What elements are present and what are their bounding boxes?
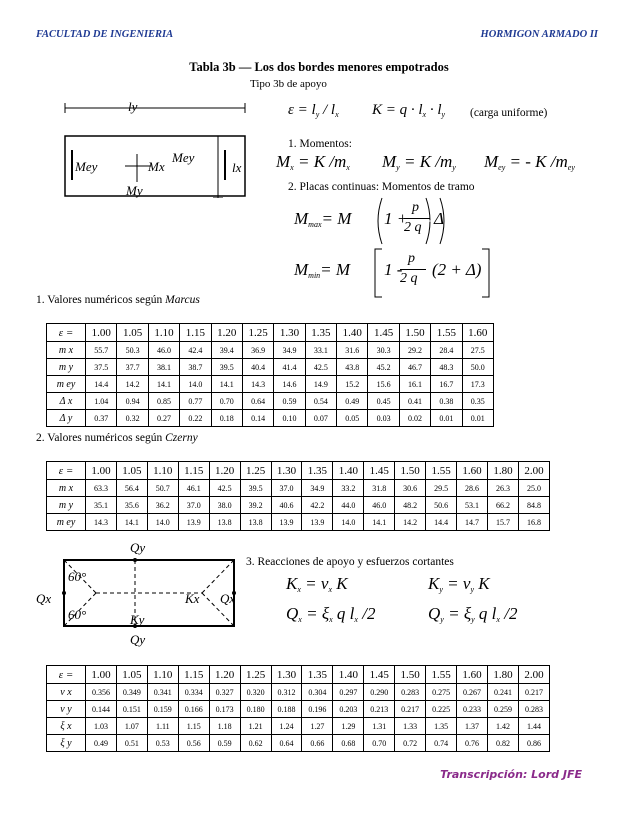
row-label-cell: m y [47,359,86,376]
deg-top-label: 60° [68,569,87,584]
value-cell: 0.85 [148,393,179,410]
value-cell: 27.5 [462,342,494,359]
value-cell: 0.159 [147,701,178,718]
value-cell: 44.0 [333,497,364,514]
value-cell: 1.07 [116,718,147,735]
value-cell: 53.1 [457,497,488,514]
table-header-row [47,324,494,342]
value-cell: 37.0 [271,480,302,497]
value-cell: 16.8 [518,514,549,531]
plate-diagram [55,98,265,208]
czerny-table [46,461,550,531]
header-cell: 1.40 [333,462,364,480]
value-cell: 0.144 [86,701,117,718]
header-cell: 1.05 [116,666,147,684]
value-cell: 0.166 [178,701,209,718]
value-cell: 0.259 [487,701,518,718]
value-cell: 1.29 [333,718,364,735]
diag-line-tr [202,560,234,593]
value-cell: 1.18 [209,718,240,735]
value-cell: 0.14 [242,410,273,427]
header-cell: 1.40 [333,666,364,684]
value-cell: 0.341 [147,684,178,701]
value-cell: 46.1 [178,480,209,497]
value-cell: 55.7 [86,342,117,359]
value-cell: 14.9 [305,376,336,393]
value-cell: 84.8 [518,497,549,514]
value-cell: 63.3 [86,480,117,497]
header-cell: 1.35 [302,666,333,684]
kx-label: Kx [185,591,200,606]
header-cell: 1.45 [364,462,395,480]
value-cell: 0.05 [337,410,368,427]
page-title: Tabla 3b — Los dos bordes menores empotrados [189,60,449,74]
deg-bottom-label: 60° [68,607,87,622]
mmax-one-plus: 1 + [384,209,409,228]
load-label: (carga uniforme) [470,107,548,119]
header-cell: 1.00 [86,324,117,342]
value-cell: 16.1 [399,376,430,393]
value-cell: 50.7 [147,480,178,497]
mmax-formula: $M_{max}= M$ [294,209,352,229]
row-label-cell: m ey [47,514,86,531]
value-cell: 1.42 [487,718,518,735]
header-cell: 1.15 [178,666,209,684]
qx-left-label: Qx [36,591,52,606]
mmax-delta: Δ [434,209,444,228]
header-cell: 1.55 [431,324,462,342]
header-cell: 1.60 [457,462,488,480]
table-header-row [47,462,550,480]
value-cell: 43.8 [337,359,368,376]
value-cell: 42.5 [305,359,336,376]
value-cell: 0.64 [271,735,302,752]
value-cell: 17.3 [462,376,494,393]
table-row [47,342,494,359]
table-row [47,393,494,410]
header-cell: 1.35 [302,462,333,480]
value-cell: 1.04 [86,393,117,410]
header-cell: 1.05 [116,462,147,480]
mmin-two-plus-delta: (2 + Δ) [432,260,482,279]
value-cell: 40.6 [271,497,302,514]
value-cell: 1.03 [86,718,117,735]
section3-label: 3. Reacciones de apoyo y esfuerzos cortantes [246,556,454,568]
value-cell: 0.86 [518,735,549,752]
value-cell: 38.1 [148,359,179,376]
value-cell: 36.2 [147,497,178,514]
value-cell: 0.74 [426,735,457,752]
header-cell: 1.35 [305,324,336,342]
table-row [47,701,550,718]
mey-formula: $M_{ey}$ = - K $/m_{ey}$ [484,152,575,172]
value-cell: 14.0 [147,514,178,531]
header-right: HORMIGON ARMADO II [480,29,598,40]
value-cell: 0.59 [209,735,240,752]
value-cell: 34.9 [302,480,333,497]
row-label-cell: m x [47,342,86,359]
value-cell: 0.62 [240,735,271,752]
value-cell: 31.6 [337,342,368,359]
mmin-one-minus: 1 - [384,260,403,279]
value-cell: 0.01 [462,410,494,427]
mmax-frac-bar [404,218,430,219]
value-cell: 50.6 [426,497,457,514]
value-cell: 0.213 [364,701,395,718]
row-label-cell: v x [47,684,86,701]
header-cell: 1.40 [337,324,368,342]
value-cell: 0.283 [518,701,549,718]
value-cell: 0.51 [116,735,147,752]
header-cell: 1.25 [240,666,271,684]
value-cell: 0.54 [305,393,336,410]
value-cell: 42.5 [209,480,240,497]
value-cell: 0.64 [242,393,273,410]
value-cell: 1.21 [240,718,271,735]
value-cell: 39.2 [240,497,271,514]
header-cell: 2.00 [518,462,549,480]
value-cell: 0.35 [462,393,494,410]
header-cell: 1.10 [148,324,179,342]
value-cell: 33.1 [305,342,336,359]
value-cell: 28.6 [457,480,488,497]
table-row [47,410,494,427]
value-cell: 0.188 [271,701,302,718]
value-cell: 0.290 [364,684,395,701]
value-cell: 50.0 [462,359,494,376]
value-cell: 0.70 [364,735,395,752]
value-cell: 14.4 [426,514,457,531]
qy-formula: $Q_y = \xi_y$ q $l_x$ /2 [428,604,518,624]
value-cell: 34.9 [274,342,305,359]
mmax-right-paren [434,196,450,246]
value-cell: 0.241 [487,684,518,701]
value-cell: 0.203 [333,701,364,718]
page-subtitle: Tipo 3b de apoyo [250,78,327,90]
header-cell: 1.45 [368,324,399,342]
value-cell: 0.70 [211,393,242,410]
header-cell: 1.55 [426,666,457,684]
value-cell: 0.225 [426,701,457,718]
header-cell: 1.50 [399,324,430,342]
row-label-cell: ξ x [47,718,86,735]
mmin-p: p [408,251,415,266]
value-cell: 42.4 [180,342,211,359]
header-label-cell: ε = [47,666,86,684]
value-cell: 14.0 [333,514,364,531]
plates-label: 2. Placas continuas: Momentos de tramo [288,181,475,193]
qy-bottom-label: Qy [130,632,146,647]
value-cell: 0.07 [305,410,336,427]
value-cell: 15.2 [337,376,368,393]
header-cell: 1.05 [117,324,148,342]
header-cell: 1.50 [395,666,426,684]
value-cell: 13.9 [178,514,209,531]
header-cell: 1.50 [395,462,426,480]
section2-label: 2. Valores numéricos según Czerny [36,432,198,444]
mmin-2q: 2 q [400,271,418,286]
my-formula: $M_y = K$ $/m_y$ [382,152,456,172]
value-cell: 33.2 [333,480,364,497]
mx-label: Mx [148,159,165,174]
header-label-cell: ε = [47,324,86,342]
header-cell: 1.20 [209,666,240,684]
value-cell: 0.196 [302,701,333,718]
header-cell: 1.30 [271,666,302,684]
table-header-row [47,666,550,684]
value-cell: 42.2 [302,497,333,514]
value-cell: 14.7 [457,514,488,531]
header-cell: 1.10 [147,666,178,684]
value-cell: 30.6 [395,480,426,497]
marcus-table [46,323,494,427]
value-cell: 0.49 [337,393,368,410]
row-label-cell: m x [47,480,86,497]
value-cell: 0.297 [333,684,364,701]
value-cell: 0.68 [333,735,364,752]
header-cell: 1.30 [271,462,302,480]
header-cell: 1.80 [487,462,518,480]
header-cell: 1.60 [457,666,488,684]
k-formula: $K = q \cdot l_x \cdot l_y$ [372,102,446,119]
value-cell: 39.5 [240,480,271,497]
value-cell: 0.41 [399,393,430,410]
value-cell: 0.312 [271,684,302,701]
value-cell: 1.33 [395,718,426,735]
value-cell: 0.37 [86,410,117,427]
table-row [47,718,550,735]
value-cell: 0.180 [240,701,271,718]
value-cell: 30.3 [368,342,399,359]
mmax-2q: 2 q [404,220,422,235]
header-cell: 1.20 [211,324,242,342]
value-cell: 50.3 [117,342,148,359]
epsilon-formula: $\varepsilon = l_y / l_x$ [288,102,339,119]
value-cell: 14.3 [242,376,273,393]
value-cell: 14.1 [148,376,179,393]
table-row [47,684,550,701]
header-cell: 1.55 [426,462,457,480]
row-label-cell: Δ y [47,410,86,427]
table-row [47,497,550,514]
lx-dimension-line [210,136,230,198]
header-cell: 1.25 [242,324,273,342]
value-cell: 29.5 [426,480,457,497]
value-cell: 15.6 [368,376,399,393]
value-cell: 0.334 [178,684,209,701]
value-cell: 45.2 [368,359,399,376]
row-label-cell: Δ x [47,393,86,410]
value-cell: 46.0 [364,497,395,514]
value-cell: 0.53 [147,735,178,752]
qx-formula: $Q_x = \xi_x$ q $l_x$ /2 [286,604,376,624]
header-cell: 1.30 [274,324,305,342]
value-cell: 0.267 [457,684,488,701]
value-cell: 28.4 [431,342,462,359]
value-cell: 0.49 [86,735,117,752]
table-row [47,480,550,497]
value-cell: 26.3 [487,480,518,497]
value-cell: 37.7 [117,359,148,376]
value-cell: 13.9 [302,514,333,531]
header-cell: 1.00 [86,462,117,480]
value-cell: 14.1 [116,514,147,531]
value-cell: 14.0 [180,376,211,393]
value-cell: 0.327 [209,684,240,701]
value-cell: 0.356 [86,684,117,701]
value-cell: 16.7 [431,376,462,393]
value-cell: 13.8 [240,514,271,531]
value-cell: 0.10 [274,410,305,427]
value-cell: 0.59 [274,393,305,410]
value-cell: 14.4 [86,376,117,393]
value-cell: 0.02 [399,410,430,427]
row-label-cell: m y [47,497,86,514]
value-cell: 1.11 [147,718,178,735]
value-cell: 0.32 [117,410,148,427]
table-row [47,376,494,393]
value-cell: 48.2 [395,497,426,514]
header-label-cell: ε = [47,462,86,480]
value-cell: 35.1 [86,497,117,514]
value-cell: 46.7 [399,359,430,376]
reactions-table [46,665,550,752]
value-cell: 40.4 [242,359,273,376]
value-cell: 1.44 [518,718,549,735]
header-cell: 1.20 [209,462,240,480]
value-cell: 13.9 [271,514,302,531]
value-cell: 1.15 [178,718,209,735]
value-cell: 35.6 [116,497,147,514]
header-cell: 1.00 [86,666,117,684]
row-label-cell: m ey [47,376,86,393]
table-row [47,735,550,752]
value-cell: 37.0 [178,497,209,514]
header-cell: 1.25 [240,462,271,480]
value-cell: 1.27 [302,718,333,735]
value-cell: 1.35 [426,718,457,735]
value-cell: 0.233 [457,701,488,718]
mmin-frac-bar [400,269,426,270]
my-label: My [126,183,143,198]
header-cell: 1.15 [178,462,209,480]
value-cell: 0.151 [116,701,147,718]
header-left: FACULTAD DE INGENIERIA [36,29,174,40]
moments-label: 1. Momentos: [288,138,352,150]
mmax-p: p [412,200,419,215]
credit: Transcripción: Lord JFE [440,768,582,781]
row-label-cell: ξ y [47,735,86,752]
value-cell: 0.45 [368,393,399,410]
value-cell: 66.2 [487,497,518,514]
value-cell: 0.56 [178,735,209,752]
value-cell: 0.82 [487,735,518,752]
value-cell: 36.9 [242,342,273,359]
value-cell: 0.38 [431,393,462,410]
mmin-formula: $M_{min}= M$ [294,260,351,280]
mmin-left-bracket [372,247,384,299]
table-row [47,514,550,531]
value-cell: 0.173 [209,701,240,718]
value-cell: 0.18 [211,410,242,427]
value-cell: 1.31 [364,718,395,735]
mmin-right-bracket [480,247,492,299]
value-cell: 38.7 [180,359,211,376]
value-cell: 37.5 [86,359,117,376]
section1-label: 1. Valores numéricos según Marcus [36,294,200,306]
value-cell: 0.320 [240,684,271,701]
value-cell: 0.66 [302,735,333,752]
value-cell: 25.0 [518,480,549,497]
value-cell: 14.2 [117,376,148,393]
value-cell: 14.1 [364,514,395,531]
value-cell: 0.22 [180,410,211,427]
value-cell: 0.01 [431,410,462,427]
value-cell: 31.8 [364,480,395,497]
value-cell: 14.2 [395,514,426,531]
value-cell: 0.217 [518,684,549,701]
value-cell: 29.2 [399,342,430,359]
qx-right-label: Qx [220,591,236,606]
value-cell: 39.4 [211,342,242,359]
header-cell: 1.45 [364,666,395,684]
value-cell: 14.6 [274,376,305,393]
value-cell: 48.3 [431,359,462,376]
ly-label: ly [128,99,138,114]
mey-top-label: Mey [172,150,195,165]
header-cell: 1.15 [180,324,211,342]
value-cell: 14.3 [86,514,117,531]
lx-label: lx [232,160,242,175]
value-cell: 0.275 [426,684,457,701]
value-cell: 0.94 [117,393,148,410]
value-cell: 13.8 [209,514,240,531]
ky-formula: $K_y = v_y$ K [428,574,490,594]
value-cell: 0.304 [302,684,333,701]
value-cell: 39.5 [211,359,242,376]
value-cell: 0.283 [395,684,426,701]
value-cell: 41.4 [274,359,305,376]
value-cell: 0.72 [395,735,426,752]
header-cell: 1.60 [462,324,494,342]
value-cell: 56.4 [116,480,147,497]
header-cell: 1.10 [147,462,178,480]
value-cell: 38.0 [209,497,240,514]
value-cell: 0.03 [368,410,399,427]
value-cell: 15.7 [487,514,518,531]
table-row [47,359,494,376]
qy-top-label: Qy [130,540,146,555]
value-cell: 0.349 [116,684,147,701]
ky-label: Ky [130,612,145,627]
value-cell: 1.24 [271,718,302,735]
mey-left-label: Mey [75,159,98,174]
value-cell: 0.77 [180,393,211,410]
value-cell: 0.217 [395,701,426,718]
header-cell: 2.00 [518,666,549,684]
value-cell: 14.1 [211,376,242,393]
kx-formula: $K_x = v_x$ K [286,574,348,594]
value-cell: 0.76 [457,735,488,752]
value-cell: 46.0 [148,342,179,359]
value-cell: 1.37 [457,718,488,735]
header-cell: 1.80 [487,666,518,684]
value-cell: 0.27 [148,410,179,427]
mx-formula: $M_x = K$ $/m_x$ [276,152,350,172]
row-label-cell: v y [47,701,86,718]
